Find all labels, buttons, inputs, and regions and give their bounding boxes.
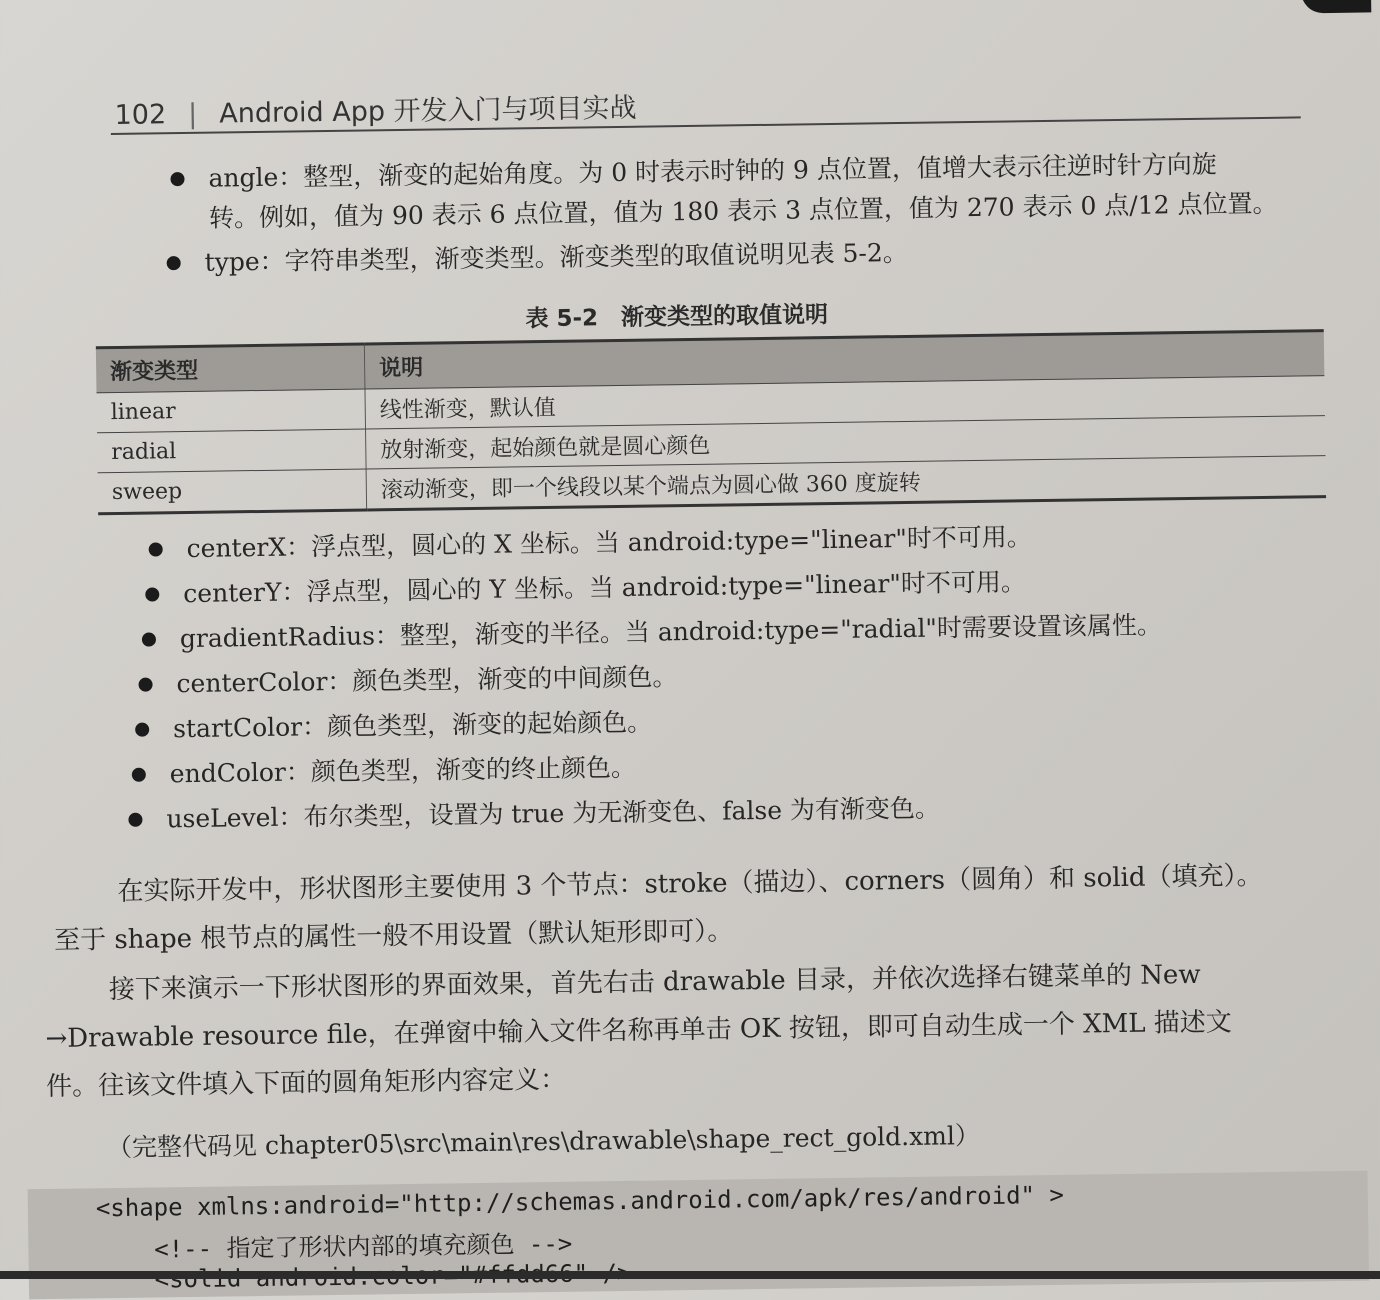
bullet-centercolor-text: centerColor：颜色类型，渐变的中间颜色。 bbox=[176, 662, 678, 699]
bullet-uselevel bbox=[166, 789, 940, 840]
table-header-description: 说明 bbox=[364, 331, 1324, 389]
bullet-dot bbox=[128, 813, 142, 827]
bullet-dot bbox=[135, 723, 149, 737]
bullet-centery bbox=[183, 562, 1026, 614]
bullet-centercolor bbox=[176, 657, 677, 704]
bullet-dot bbox=[132, 768, 146, 782]
bullet-uselevel-text: useLevel：布尔类型，设置为 true 为无渐变色、false 为有渐变色。 bbox=[166, 793, 941, 834]
bullet-angle-line-1: angle：整型，渐变的起始角度。为 0 时表示时钟的 9 点位置，值增大表示往逆时针方向旋 bbox=[208, 149, 1218, 193]
book-title: Android App 开发入门与项目实战 bbox=[219, 92, 637, 130]
bullet-centerx bbox=[186, 517, 1032, 569]
bullet-angle bbox=[208, 144, 1278, 239]
gradient-type-table bbox=[96, 329, 1326, 515]
paragraph-nodes-line-1: 在实际开发中，形状图形主要使用 3 个节点：stroke（描边）、corners（圆角）和 solid（填充）。 bbox=[117, 861, 1263, 908]
bullet-dot bbox=[170, 172, 184, 186]
page-number: 102 bbox=[114, 99, 167, 131]
bullet-gradientradius-text: gradientRadius：整型，渐变的半径。当 android:type="radial"时需要设置该属性。 bbox=[179, 610, 1163, 654]
bullet-dot bbox=[167, 256, 181, 270]
header-separator: | bbox=[187, 98, 198, 130]
paragraph-demo-line-2: →Drawable resource file，在弹窗中输入文件名称再单击 OK 按钮，即可自动生成一个 XML 描述文 bbox=[45, 1007, 1232, 1055]
paragraph-demo-line-3: 件。往该文件填入下面的圆角矩形内容定义： bbox=[45, 1064, 567, 1103]
bullet-centerx-text: centerX：浮点型，圆心的 X 坐标。当 android:type="linear"时不可用。 bbox=[186, 522, 1033, 564]
bullet-gradientradius bbox=[180, 605, 1163, 659]
paragraph-demo bbox=[45, 950, 1233, 1111]
page-corner-shadow bbox=[1301, 0, 1371, 13]
table-cell-description: 线性渐变，默认值 bbox=[365, 376, 1325, 429]
bullet-dot bbox=[149, 542, 163, 556]
bullet-endcolor-text: endColor：颜色类型，渐变的终止颜色。 bbox=[169, 752, 637, 789]
table-cell-description: 放射渐变，起始颜色就是圆心颜色 bbox=[366, 416, 1326, 469]
bullet-startcolor-text: startColor：颜色类型，渐变的起始颜色。 bbox=[172, 707, 653, 744]
bullet-dot bbox=[145, 587, 159, 601]
bottom-shadow-bar bbox=[0, 1271, 1380, 1279]
table-cell-type: sweep bbox=[98, 469, 367, 514]
bullet-type-line-1: type：字符串类型，渐变类型。渐变类型的取值说明见表 5-2。 bbox=[204, 237, 908, 277]
code-reference: （完整代码见 chapter05\src\main\res\drawable\shape_rect_gold.xml） bbox=[106, 1121, 981, 1163]
bullet-startcolor bbox=[173, 703, 652, 750]
bullet-angle-line-2: 转。例如，值为 90 表示 6 点位置，值为 180 表示 3 点位置，值为 270 表示 0 点/12 点位置。 bbox=[208, 188, 1278, 233]
bullet-dot bbox=[138, 678, 152, 692]
bullet-dot bbox=[142, 632, 156, 646]
paragraph-nodes bbox=[53, 852, 1263, 965]
paragraph-nodes-line-2: 至于 shape 根节点的属性一般不用设置（默认矩形即可）。 bbox=[53, 916, 734, 956]
paragraph-demo-line-1: 接下来演示一下形状图形的界面效果，首先右击 drawable 目录，并依次选择右键菜单的 New bbox=[108, 959, 1201, 1006]
code-line: <!-- 指定了形状内部的填充颜色 --> bbox=[96, 1229, 573, 1265]
table-caption: 表 5-2 渐变类型的取值说明 bbox=[525, 302, 829, 333]
code-line: <shape xmlns:android="http://schemas.android.com/apk/res/android" > bbox=[95, 1180, 1065, 1223]
bullet-endcolor bbox=[170, 748, 637, 795]
table-cell-description: 滚动渐变，即一个线段以某个端点为圆心做 360 度旋转 bbox=[366, 456, 1326, 510]
bullet-centery-text: centerY：浮点型，圆心的 Y 坐标。当 android:type="linear"时不可用。 bbox=[183, 567, 1027, 609]
code-block bbox=[28, 1171, 1369, 1300]
table-cell-type: radial bbox=[97, 429, 366, 473]
page-header bbox=[114, 86, 636, 132]
table-header-type: 渐变类型 bbox=[96, 344, 365, 393]
bullet-type bbox=[204, 233, 908, 283]
table-cell-type: linear bbox=[96, 389, 365, 433]
